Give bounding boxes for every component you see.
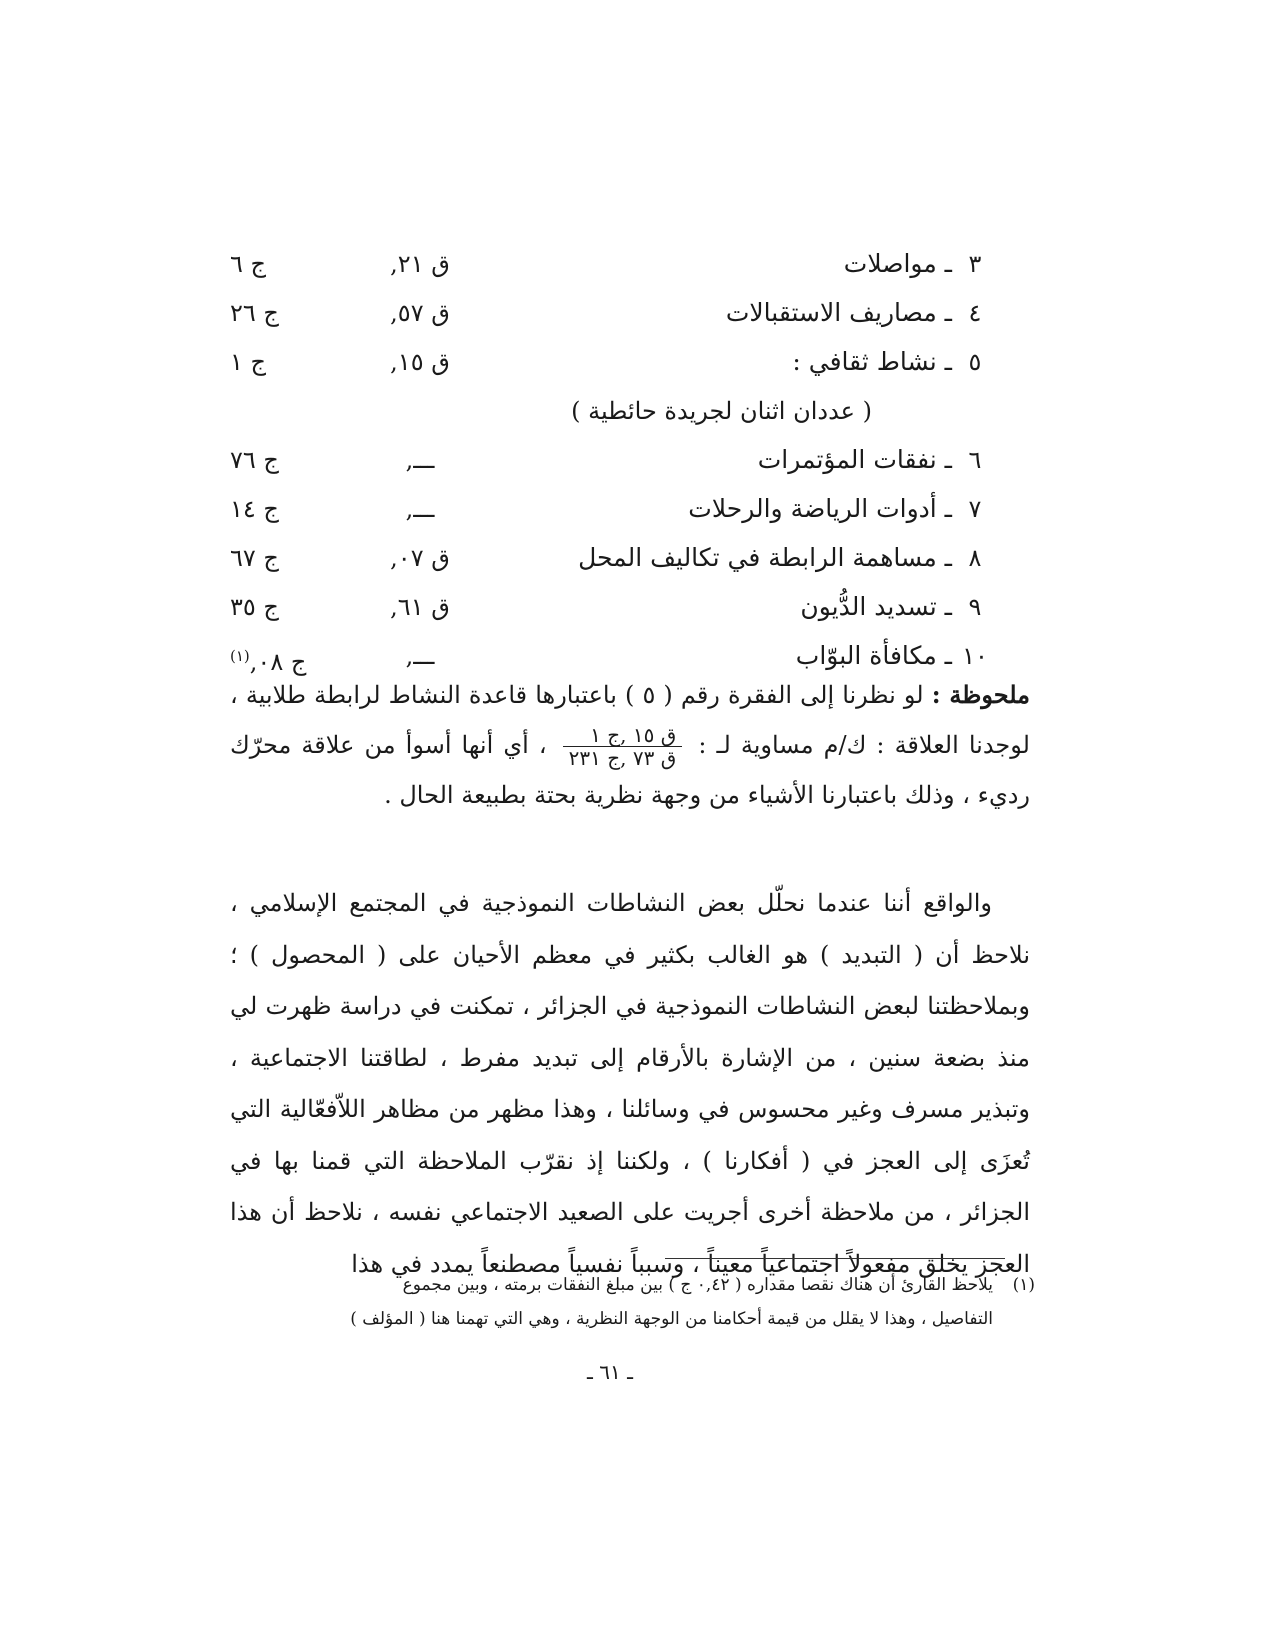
item-subnote: ( عددان اثنان لجريدة حائطية ) <box>571 397 872 425</box>
item-j-value: ج ٢٦ <box>230 299 279 327</box>
list-item <box>230 489 990 538</box>
main-paragraph-text: والواقع أننا عندما نحلّل بعض النشاطات النموذجية في المجتمع الإسلامي ، نلاحظ أن ( التبديد ) هو الغالب بكثير في معظم الأحيان على ( المحصول ) ؛ وبملاحظتنا لبعض النشاطات النموذجية في الجزائر ، تمكنت في دراسة ظهرت لي منذ بضعة سنين ، من الإشارة بالأرقام إلى تبديد مفرط ، لطاقتنا الاجتماعية ، وتبذير مسرف وغير محسوس في وسائلنا ، وهذا مظهر من مظاهر اللاّفعّالية التي تُعزَى إلى العجز في ( أفكارنا ) ، ولكننا إذ نقرّب الملاحظة التي قمنا بها في الجزائر ، من ملاحظة أخرى أجريت على الصعيد الاجتماعي نفسه ، نلاحظ أن هذا العجز يخلق مفعولاً اجتماعياً معيناً ، وسبباً نفسياً مصطنعاً يمدد في هذا <box>230 889 1031 1278</box>
item-number: ٩ <box>968 593 982 621</box>
item-label: ـ مساهمة الرابطة في تكاليف المحل <box>578 543 952 572</box>
note-paragraph <box>230 670 1030 820</box>
item-j-value: ج ١٤ <box>230 495 279 523</box>
item-j-value: ج ٧٦ <box>230 446 279 474</box>
footnote-reference: (١) <box>230 647 250 665</box>
item-j-value: ج ٦ <box>230 250 267 278</box>
item-label: ـ أدوات الرياضة والرحلات <box>688 494 952 523</box>
item-q-value: ـــ, <box>405 642 435 670</box>
item-j-value: ج ٠٨,$^{(١)}$ <box>230 647 307 676</box>
item-q-value: ـــ, <box>405 446 435 474</box>
item-number: ٥ <box>968 348 982 376</box>
list-item <box>230 587 990 636</box>
fraction-denominator: ق ٧٣ ,ج ٢٣١ <box>568 746 677 770</box>
main-paragraph <box>230 878 1030 1290</box>
list-item <box>230 244 990 293</box>
footnote <box>255 1268 1035 1336</box>
item-label: ـ مواصلات <box>843 249 952 278</box>
fraction-numerator: ق ١٥ ,ج ١ <box>563 724 683 747</box>
list-item <box>230 293 990 342</box>
footnote-line-2: التفاصيل ، وهذا لا يقلل من قيمة أحكامنا من الوجهة النظرية ، وهي التي تهمنا هنا ( المؤلف ) <box>350 1309 993 1329</box>
item-label: ـ مكافأة البوّاب <box>795 641 952 670</box>
item-q-value: ق ٦١, <box>390 593 450 621</box>
list-item <box>230 538 990 587</box>
item-number: ٧ <box>968 495 982 523</box>
footnote-line-1: يلاحظ القارئ أن هناك نقصا مقداره ( ٠,٤٢ ج ) بين مبلغ النفقات برمته ، وبين مجموع <box>402 1275 993 1295</box>
expense-list <box>230 244 990 685</box>
note-heading: ملحوظة : <box>931 680 1031 709</box>
footnote-marker: (١) <box>1012 1275 1035 1295</box>
list-item <box>230 342 990 391</box>
item-label: ـ نشاط ثقافي : <box>792 347 952 376</box>
item-label: ـ نفقات المؤتمرات <box>757 445 952 474</box>
item-number: ٣ <box>968 250 982 278</box>
note-text-after: ، أي أنها أسوأ من علاقة محرّك رديء ، وذلك باعتبارنا الأشياء من وجهة نظرية بحتة بطبيعة الحال . <box>230 731 1030 809</box>
list-item-subnote <box>230 391 990 440</box>
item-q-value: ق ٥٧, <box>390 299 450 327</box>
page-number: ـ ٦١ ـ <box>587 1360 633 1384</box>
item-number: ٦ <box>968 446 982 474</box>
item-number: ٨ <box>968 544 982 572</box>
item-label: ـ مصاريف الاستقبالات <box>725 298 952 327</box>
list-item <box>230 440 990 489</box>
item-j-value: ج ٦٧ <box>230 544 279 572</box>
item-q-value: ـــ, <box>405 495 435 523</box>
note-text-before: لو نظرنا إلى الفقرة رقم ( ٥ ) باعتبارها قاعدة النشاط لرابطة طلابية ، لوجدنا العلاقة : ك/م مساوية لـ : <box>230 681 1030 759</box>
item-j-value: ج ٣٥ <box>230 593 279 621</box>
ratio-fraction <box>563 724 683 769</box>
item-number: ١٠ <box>962 642 988 670</box>
item-q-value: ق ١٥, <box>390 348 450 376</box>
item-j-value: ج ١ <box>230 348 267 376</box>
item-label: ـ تسديد الدُّيون <box>800 592 952 621</box>
footnote-divider <box>665 1258 1005 1259</box>
item-q-value: ق ٢١, <box>390 250 450 278</box>
item-q-value: ق ٠٧, <box>390 544 450 572</box>
item-number: ٤ <box>968 299 982 327</box>
